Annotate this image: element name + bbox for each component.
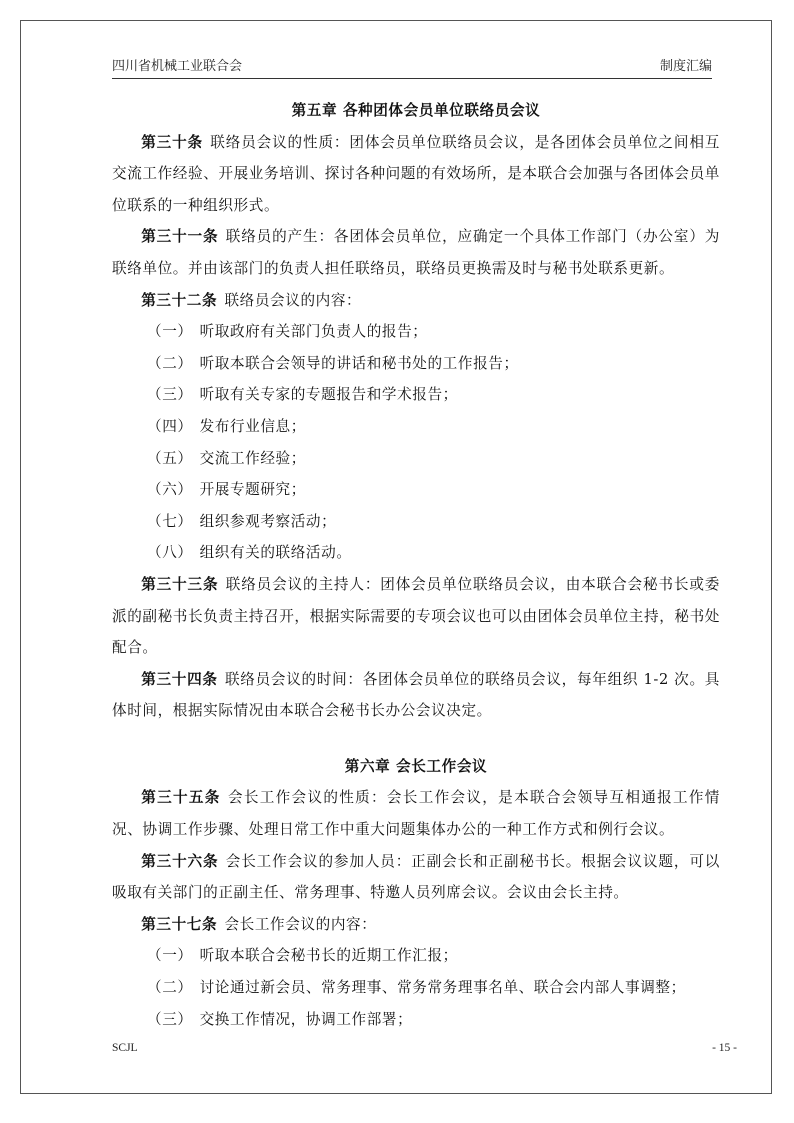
header-divider [112,78,712,79]
article-34 [112,664,720,727]
header-document-title: 制度汇编 [659,59,712,74]
article-32-item [112,474,720,506]
article-36 [112,846,720,909]
article-36-text: 会长工作会议的参加人员：正副会长和正副秘书长。根据会议议题，可以吸取有关部门的正副主任、常务理事、特邀人员列席会议。会议由会长主持。 [112,852,720,902]
article-36-number: 第三十六条 [141,852,219,870]
article-37-number: 第三十七条 [141,915,218,933]
page-header [112,55,712,77]
item-text: 听取有关专家的专题报告和学术报告； [199,386,458,404]
footer-code: SCJL [112,1042,138,1054]
item-number: （四） [147,417,193,435]
chapter-spacer [112,727,720,751]
item-number: （一） [147,947,193,965]
article-32-item [112,379,720,411]
article-32-item [112,348,720,380]
item-number: （六） [147,481,193,499]
article-37-item [112,1004,720,1036]
article-37 [112,909,720,941]
item-text: 交换工作情况，协调工作部署； [199,1010,413,1028]
item-number: （二） [147,979,193,997]
item-number: （一） [147,323,193,341]
article-32-number: 第三十二条 [141,291,218,309]
article-32-item [112,316,720,348]
article-30 [112,127,720,222]
article-34-number: 第三十四条 [141,670,218,688]
article-33-number: 第三十三条 [141,575,219,593]
article-33 [112,569,720,664]
article-35 [112,782,720,845]
article-35-number: 第三十五条 [141,789,221,807]
article-30-number: 第三十条 [141,133,203,151]
item-text: 听取政府有关部门负责人的报告； [199,323,428,341]
item-number: （三） [147,1010,193,1028]
article-37-item [112,940,720,972]
chapter-6-title: 第六章 会长工作会议 [344,757,488,775]
article-37-item [112,972,720,1004]
item-number: （八） [147,544,193,562]
item-number: （五） [147,449,193,467]
item-text: 开展专题研究； [199,481,306,499]
item-text: 交流工作经验； [199,449,306,467]
article-32-item [112,506,720,538]
article-30-text: 联络员会议的性质：团体会员单位联络员会议，是各团体会员单位之间相互交流工作经验、开展业务培训、探讨各种问题的有效场所，是本联合会加强与各团体会员单位联系的一种组织形式。 [112,133,720,214]
article-32-item [112,443,720,475]
item-number: （二） [147,354,193,372]
article-34-text: 联络员会议的时间：各团体会员单位的联络员会议，每年组织 1-2 次。具体时间，根据实际情况由本联合会秘书长办公会议决定。 [112,670,720,720]
article-32-item [112,411,720,443]
item-number: （三） [147,386,193,404]
article-33-text: 联络员会议的主持人：团体会员单位联络员会议，由本联合会秘书长或委派的副秘书长负责主持召开，根据实际需要的专项会议也可以由团体会员单位主持，秘书处配合。 [112,575,720,657]
item-text: 听取本联合会领导的讲话和秘书处的工作报告； [199,354,519,372]
item-text: 听取本联合会秘书长的近期工作汇报； [199,947,458,965]
item-text: 发布行业信息； [199,417,306,435]
article-31-text: 联络员的产生：各团体会员单位，应确定一个具体工作部门（办公室）为联络单位。并由该部门的负责人担任联络员，联络员更换需及时与秘书处联系更新。 [112,228,720,277]
header-organization: 四川省机械工业联合会 [112,59,243,74]
item-number: （七） [147,512,193,530]
item-text: 讨论通过新会员、常务理事、常务常务理事名单、联合会内部人事调整； [199,979,686,997]
article-32-item [112,537,720,569]
item-text: 组织参观考察活动； [199,512,337,530]
page-footer [112,1042,737,1060]
article-32 [112,285,720,317]
document-body [112,95,720,1035]
article-32-text: 联络员会议的内容： [224,291,362,309]
chapter-5-title: 第五章 各种团体会员单位联络员会议 [291,102,541,119]
article-31-number: 第三十一条 [141,228,219,246]
page-number: - 15 - [712,1042,737,1054]
item-text: 组织有关的联络活动。 [199,544,352,562]
article-35-text: 会长工作会议的性质：会长工作会议，是本联合会领导互相通报工作情况、协调工作步骤、处理日常工作中重大问题集体办公的一种工作方式和例行会议。 [112,789,720,839]
article-37-text: 会长工作会议的内容： [224,915,377,933]
article-31 [112,221,720,284]
